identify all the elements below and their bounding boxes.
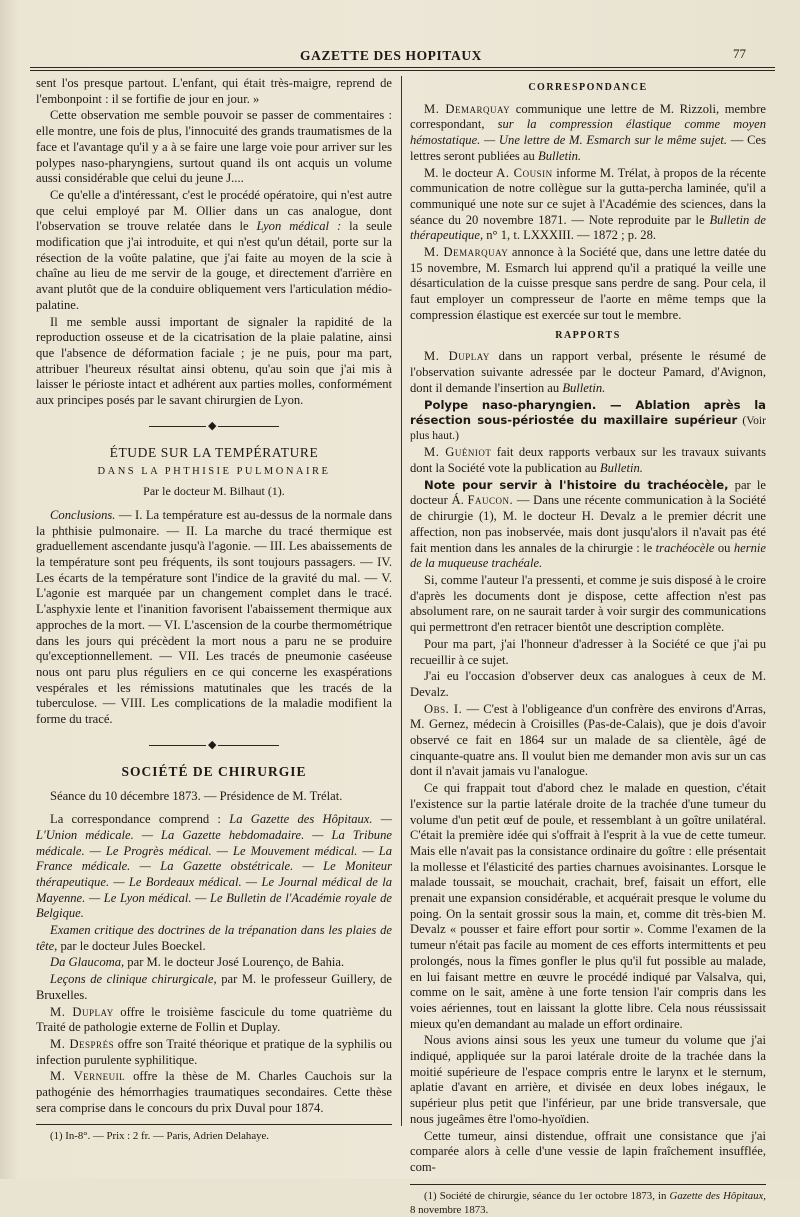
- paragraph: La correspondance comprend : La Gazette des Hôpitaux. — L'Union médicale. — La Gazette hebdomadaire. — La Tribune médicale. — Le Progrès médical. — Le Mouvement médical. — La France médicale. — La Gazette obstétricale. — Le Moniteur thérapeutique. — Le Bordeaux médical. — Le Journal médical de la Mayenne. — Le Lyon médical. — Le Bulletin de l'Académie royale de Belgique.: [36, 812, 392, 921]
- section-separator: [149, 738, 279, 752]
- paragraph: Ce qu'elle a d'intéressant, c'est le procédé opératoire, qui n'est autre que celui employé par M. Ollier dans un cas analogue, dont l'observation se trouve relatée dans le Lyon médical : la seule modification que j'ai introduite, et qui n'est qu'un détail, porte sur la résection de la voûte palatine, que j'ai faite au moyen de la scie à chaîne au lieu de me servir de la gouge, et directement d'arrière en avant plutôt que de la conduire obliquement vers l'articulation médio-palatine.: [36, 187, 392, 312]
- paragraph: Ce qui frappait tout d'abord chez le malade en question, c'était l'existence sur la partie latérale droite de la trachée d'une tumeur du volume d'un petit œuf de poule, et ressemblant à un goître unilatéral. C'était la première idée qui s'offrait à l'esprit à la vue de cette tumeur. Mais elle n'avait pas la consistance ordinaire du goître : elle présentait la mollesse et l'élasticité des parties charnues avoisinantes. Lorsque le malade toussait, se mouchait, crachait, bref, faisait un effort, elle prenait une expansion considérable, et acquérait presque le volume du poing. On la sentait grossir sous la main, et, comme dit très-bien M. Devalz « pousser et faire effort pour sortir ». Comme l'examen de la tumeur n'était pas facile au moment de ces efforts intermittents et peu prolongés, nous la fîmes gonfler le plus qu'il fut possible au malade, en lui faisant mettre en œuvre le procédé indiqué par Valsalva, qui, comme on le sait, amène à une forte tension l'air compris dans les voies aériennes, tout en laissant la glotte libre. Cela nous réussissait mieux qu'en demandant au malade un effort ordinaire.: [410, 781, 766, 1031]
- article-title: ÉTUDE SUR LA TEMPÉRATURE: [109, 444, 319, 460]
- footnote: (1) In-8°. — Prix : 2 fr. — Paris, Adrien Delahaye.: [50, 1130, 270, 1143]
- sub-heading: Polype naso-pharyngien. — Ablation après la résection sous-périostée du maxillaire supérieur (Voir plus haut.): [410, 398, 766, 443]
- running-head: [0, 44, 800, 66]
- right-column: [410, 76, 766, 1217]
- left-column: [36, 76, 392, 1143]
- paragraph: M. Demarquay communique une lettre de M. Rizzoli, membre correspondant, sur la compression élastique comme moyen hémostatique. — Une lettre de M. Esmarch sur le même sujet. — Ces lettres seront publiées au Bulletin.: [410, 101, 766, 163]
- head-rule: [30, 67, 775, 68]
- paragraph: Pour ma part, j'ai l'honneur d'adresser à la Société ce que j'ai pu recueillir à ce sujet.: [410, 636, 766, 667]
- paragraph: Il me semble aussi important de signaler la rapidité de la reproduction osseuse et de la cicatrisation de la plaie palatine, ainsi que l'absence de déformation faciale ; je ne puis, pour ma part, attribuer l'heureux résultat ainsi obtenu, qu'au soin que j'ai mis à laisser le périoste intact et adhérent aux parties molles, conformément aux principes posés par le savant chirurgien de Lyon.: [36, 314, 392, 408]
- paragraph: M. Duplay dans un rapport verbal, présente le résumé de l'observation suivante adressée par le docteur Pamard, d'Avignon, dont il demande l'insertion au Bulletin.: [410, 349, 766, 395]
- paragraph: Cette tumeur, ainsi distendue, offrait une consistance que j'ai comparée alors à celle d'une vessie de lapin fraîchement insufflée, com-: [410, 1128, 766, 1174]
- article-byline: Par le docteur M. Bilhaut (1).: [143, 484, 285, 499]
- section-title: SOCIÉTÉ DE CHIRURGIE: [121, 763, 307, 779]
- paragraph: Da Glaucoma, par M. le docteur José Lourenço, de Bahia.: [50, 955, 345, 970]
- section-heading-correspondance: CORRESPONDANCE: [528, 82, 648, 93]
- paragraph: Obs. I. — C'est à l'obligeance d'un confrère des environs d'Arras, M. Gernez, médecin à Croisilles (Pas-de-Calais), que je dois d'avoir observé ce fait en 1864 sur un malade de sa clientèle, âgé de cinquante-quatre ans. Il voulut bien me demander mon avis sur un cas dont il n'avait jamais vu l'analogue.: [410, 701, 766, 779]
- section-heading-rapports: RAPPORTS: [555, 329, 621, 341]
- paragraph: Cette observation me semble pouvoir se passer de commentaires : elle montre, une fois de plus, l'innocuité des grands traumatismes de la face et l'avantage qu'il y a à se faire une large voie pour arriver sur les polypes naso-pharyngiens, surtout quand ils ont acquis un volume aussi considérable que celui du jeune J....: [36, 108, 392, 186]
- paragraph: M. Demarquay annonce à la Société que, dans une lettre datée du 15 novembre, M. Esmarch lui apprend qu'il a pratiqué la veille une désarticulation de la cuisse presque sans perdre de sang. Pour cela, il faut employer un compresseur de l'aorte en même temps que la compression élastique est exercée sur tout le membre.: [410, 245, 766, 322]
- paragraph: Examen critique des doctrines de la trépanation dans les plaies de tête, par le docteur Jules Boeckel.: [36, 923, 392, 953]
- running-title: GAZETTE DES HOPITAUX: [300, 48, 483, 63]
- footnote: (1) Société de chirurgie, séance du 1er octobre 1873, in Gazette des Hôpitaux, 8 novembre 1873.: [410, 1189, 767, 1216]
- separator-ornament-icon: ◆: [208, 419, 217, 432]
- paragraph: M. Duplay offre le troisième fascicule du tome quatrième du Traité de pathologie externe de Follin et Duplay.: [36, 1004, 392, 1035]
- footnote-rule: [36, 1124, 392, 1125]
- head-rule-thin: [30, 70, 775, 71]
- paragraph: M. Després offre son Traité théorique et pratique de la syphilis ou infection purulente syphilitique.: [36, 1036, 393, 1067]
- session-line: Séance du 10 décembre 1873. — Présidence de M. Trélat.: [50, 789, 343, 804]
- paragraph: J'ai eu l'occasion d'observer deux cas analogues à ceux de M. Devalz.: [410, 669, 766, 699]
- paragraph: Si, comme l'auteur l'a pressenti, et comme je suis disposé à le croire d'après les documents dont je dispose, cette affection n'est pas absolument rare, on ne saurait tarder à voir surgir des communications qui permettront d'en retracer bientôt une description complète.: [410, 572, 766, 635]
- column-divider: [401, 76, 402, 1126]
- paragraph: M. le docteur A. Cousin informe M. Trélat, à propos de la récente communication de notre collègue sur la gutta-percha laminée, qu'il a communiqué une note sur ce sujet à l'Académie des sciences, dans la séance du 20 novembre 1871. — Note reproduite par le Bulletin de thérapeutique, n° 1, t. LXXXIII. — 1872 ; p. 28.: [410, 165, 766, 243]
- paragraph: sent l'os presque partout. L'enfant, qui était très-maigre, reprend de l'embonpoint : il se fortifie de jour en jour. »: [36, 76, 392, 106]
- footnote-rule: [410, 1184, 766, 1185]
- paragraph: Conclusions. — I. La température est au-dessus de la normale dans la phthisie pulmonaire. — II. La marche du tracé thermique est graduellement ascendante jusqu'à l'agonie. — III. Les abaissements de la température sont peu fréquents, ils sont toujours passagers. — IV. Les écarts de la température sont l'indice de la gravité du mal. — V. L'agonie est marquée par un changement complet dans le tracé. L'asphyxie lente et l'inanition favorisent l'abaissement thermique aux approches de la mort. — VI. L'ascension de la courbe thermométrique dans les jours qui précèdent la mort nous a paru ne se produire qu'exceptionnellement. — VII. Les tracés de pneumonie caséeuse nous ont paru plus réguliers en ce qui concerne les exaspérations vespérales et les rémissions matutinales que les tracés de la tuberculose. — VIII. Les complications de la maladie modifient la forme du tracé.: [36, 507, 392, 727]
- separator-ornament-icon: ◆: [208, 738, 217, 751]
- paragraph: Note pour servir à l'histoire du trachéocèle, par le docteur Á. Faucon. — Dans une récente communication à la Société de chirurgie (1), M. le docteur H. Devalz a le premier décrit une affection, non pas inobservée, mais dont jusqu'alors il n'avait pas été fait mention dans les annales de la chirurgie : le trachéocèle ou hernie de la muqueuse trachéale.: [410, 477, 766, 571]
- article-subtitle: DANS LA PHTHISIE PULMONAIRE: [97, 466, 331, 478]
- paragraph: M. Verneuil offre la thèse de M. Charles Cauchois sur la pathogénie des hémorrhagies traumatiques secondaires. Cette thèse sera comprise dans le concours du prix Duval pour 1874.: [36, 1069, 392, 1115]
- paragraph: M. Guéniot fait deux rapports verbaux sur les travaux suivants dont la Société vote la publication au Bulletin.: [410, 445, 766, 476]
- page-number: 77: [733, 46, 746, 61]
- paragraph: Nous avions ainsi sous les yeux une tumeur du volume que j'ai indiqué, appliquée sur la paroi latérale droite de la trachée dans la moitié supérieure de l'espace compris entre le larynx et le sternum, aplatie d'avant en arrière, et divisée en deux lobes inégaux, le supérieur plus petit que l'inférieur, par une bride transversale, que nous jugeâmes être l'omo-hyoïdien.: [410, 1033, 766, 1126]
- section-separator: [149, 419, 279, 433]
- paragraph: Leçons de clinique chirurgicale, par M. le professeur Guillery, de Bruxelles.: [36, 972, 393, 1002]
